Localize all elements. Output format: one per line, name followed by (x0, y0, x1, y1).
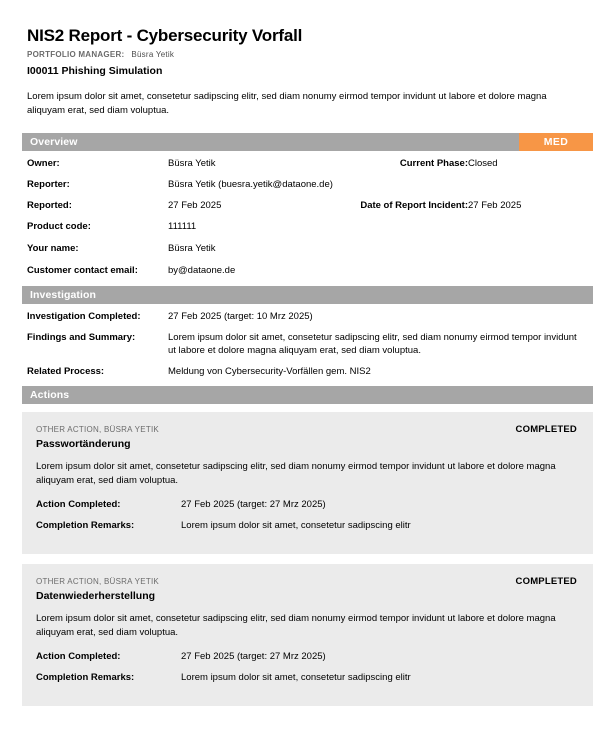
field-row-reported (27, 199, 593, 212)
incident-subtitle: I00011 Phishing Simulation (27, 65, 163, 77)
action-fields (30, 650, 579, 684)
action-card[interactable] (22, 564, 593, 706)
field-value-reporter: Büsra Yetik (buesra.yetik@dataone.de) (168, 179, 333, 190)
field-value-current-phase: Closed (468, 158, 498, 169)
field-row-product-code (27, 220, 593, 233)
field-label-your-name: Your name: (27, 243, 79, 254)
field-value-action-completed: 27 Feb 2025 (target: 27 Mrz 2025) (181, 499, 326, 510)
status-badge: MED (519, 133, 593, 151)
section-title-investigation: Investigation (30, 289, 97, 301)
field-row-investigation-completed (27, 310, 593, 323)
field-label-investigation-completed: Investigation Completed: (27, 311, 141, 322)
field-row-completion-remarks (36, 519, 579, 532)
field-label-date-of-report-incident: Date of Report Incident: (360, 200, 468, 211)
field-label-related-process: Related Process: (27, 366, 105, 377)
field-row-customer-contact-email (27, 264, 593, 277)
action-card-header (30, 424, 579, 435)
action-status-badge: COMPLETED (515, 576, 577, 587)
field-value-investigation-completed: 27 Feb 2025 (target: 10 Mrz 2025) (168, 311, 313, 322)
field-row-your-name (27, 242, 593, 255)
section-title-actions: Actions (30, 389, 70, 401)
field-row-reporter (27, 178, 593, 191)
portfolio-manager-label: PORTFOLIO MANAGER: (27, 50, 125, 59)
document-header (0, 0, 605, 117)
field-value-action-completed: 27 Feb 2025 (target: 27 Mrz 2025) (181, 651, 326, 662)
field-row-owner (27, 157, 593, 170)
portfolio-manager-value: Büsra Yetik (131, 50, 175, 59)
field-row-date-of-report-incident (257, 199, 569, 212)
field-label-product-code: Product code: (27, 221, 91, 232)
field-value-reported: 27 Feb 2025 (168, 200, 222, 211)
action-card[interactable] (22, 412, 593, 554)
field-label-current-phase: Current Phase: (399, 158, 468, 169)
action-description: Lorem ipsum dolor sit amet, consetetur sadipscing elitr, sed diam nonumy eirmod tempor invidunt ut labore et dolore magna aliquyam erat, sed diam voluptua. (36, 461, 556, 486)
section-header-overview (22, 133, 593, 151)
field-value-completion-remarks: Lorem ipsum dolor sit amet, consetetur sadipscing elitr (181, 520, 411, 531)
field-label-customer-contact-email: Customer contact email: (27, 265, 138, 276)
incident-description: Lorem ipsum dolor sit amet, consetetur sadipscing elitr, sed diam nonumy eirmod tempor invidunt ut labore et dolore magna aliquyam erat, sed diam voluptua. (27, 91, 547, 116)
field-label-action-completed: Action Completed: (36, 499, 121, 510)
overview-fields (0, 151, 605, 277)
field-value-findings-and-summary: Lorem ipsum dolor sit amet, consetetur sadipscing elitr, sed diam nonumy eirmod tempor invidunt ut labore et dolore magna aliquyam erat, sed diam voluptua. (168, 332, 577, 356)
action-kicker: OTHER ACTION, BÜSRA YETIK (36, 577, 160, 586)
field-row-related-process (27, 365, 593, 378)
section-title-overview: Overview (30, 136, 78, 148)
field-value-completion-remarks: Lorem ipsum dolor sit amet, consetetur sadipscing elitr (181, 672, 411, 683)
portfolio-manager-line (27, 50, 583, 60)
field-value-your-name: Büsra Yetik (168, 243, 216, 254)
field-label-owner: Owner: (27, 158, 60, 169)
action-status-badge: COMPLETED (515, 424, 577, 435)
actions-list (22, 412, 593, 706)
field-label-findings-and-summary: Findings and Summary: (27, 332, 136, 343)
action-title: Datenwiederherstellung (36, 590, 156, 602)
field-value-customer-contact-email: by@dataone.de (168, 265, 236, 276)
field-label-action-completed: Action Completed: (36, 651, 121, 662)
investigation-fields (0, 304, 605, 378)
field-row-action-completed (36, 498, 579, 511)
action-card-header (30, 576, 579, 587)
field-value-related-process: Meldung von Cybersecurity-Vorfällen gem. NIS2 (168, 366, 371, 377)
field-label-completion-remarks: Completion Remarks: (36, 520, 135, 531)
action-title: Passwortänderung (36, 438, 131, 450)
field-value-owner: Büsra Yetik (168, 158, 216, 169)
field-row-current-phase (257, 157, 569, 170)
field-value-product-code: 111111 (168, 221, 197, 232)
field-row-action-completed (36, 650, 579, 663)
field-row-findings-and-summary (27, 331, 593, 357)
section-header-investigation (22, 286, 593, 304)
field-row-completion-remarks (36, 671, 579, 684)
action-fields (30, 498, 579, 532)
field-label-completion-remarks: Completion Remarks: (36, 672, 135, 683)
page-title: NIS2 Report - Cybersecurity Vorfall (27, 26, 303, 45)
section-header-actions (22, 386, 593, 404)
action-kicker: OTHER ACTION, BÜSRA YETIK (36, 425, 160, 434)
field-label-reporter: Reporter: (27, 179, 70, 190)
field-value-date-of-report-incident: 27 Feb 2025 (468, 200, 522, 211)
field-label-reported: Reported: (27, 200, 72, 211)
action-description: Lorem ipsum dolor sit amet, consetetur sadipscing elitr, sed diam nonumy eirmod tempor invidunt ut labore et dolore magna aliquyam erat, sed diam voluptua. (36, 613, 556, 638)
